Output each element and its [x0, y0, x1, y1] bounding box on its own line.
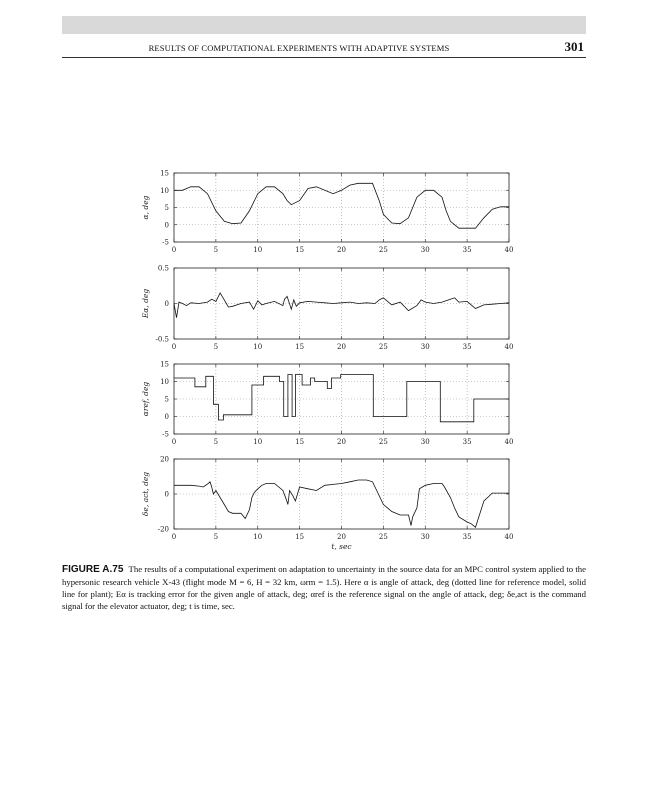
x-tick-label: 5: [213, 246, 219, 254]
x-tick-label: 10: [253, 533, 263, 541]
x-tick-label: 40: [504, 246, 514, 254]
x-tick-label: 5: [213, 533, 219, 541]
y-tick-label: 0: [164, 490, 169, 499]
x-tick-label: 35: [462, 246, 472, 254]
plot-frame: [174, 173, 509, 242]
series-line: [174, 375, 509, 422]
x-tick-label: 0: [171, 343, 177, 351]
x-tick-label: 40: [504, 343, 514, 351]
y-axis-label: Eα, deg: [141, 288, 150, 319]
y-tick-label: 10: [160, 378, 169, 386]
y-tick-label: 5: [164, 395, 169, 404]
x-tick-label: 30: [420, 343, 430, 351]
x-tick-label: 20: [337, 438, 346, 446]
y-tick-label: 15: [160, 360, 169, 369]
running-title: RESULTS OF COMPUTATIONAL EXPERIMENTS WITH ADAPTIVE SYSTEMS: [148, 43, 450, 53]
y-axis-label: α, deg: [141, 195, 150, 220]
x-tick-label: 25: [378, 438, 388, 446]
x-tick-label: 0: [171, 246, 177, 254]
caption-text: The results of a computational experiment on adaptation to uncertainty in the source data for an MPC control system applied to the hypersonic research vehicle X-43 (flight mode M = 6, H = 32 km, ωrm = 1.5). Here α is angle of attack, deg (dotted line for reference model, solid line for plant); Eα is tracking error for the given angle of attack, deg; αref is the reference signal on the angle of attack, deg; δe,act is the command signal for the elevator actuator, deg; t is time, sec.: [62, 564, 587, 611]
x-tick-label: 30: [420, 246, 430, 254]
x-tick-label: 20: [337, 246, 346, 254]
y-tick-label: 20: [160, 455, 169, 464]
x-tick-label: 20: [337, 533, 346, 541]
figure-label: FIGURE A.75: [62, 564, 124, 575]
y-tick-label: 15: [160, 169, 169, 178]
x-tick-label: 10: [253, 343, 263, 351]
x-tick-label: 0: [171, 438, 177, 446]
x-tick-label: 30: [420, 438, 430, 446]
y-tick-label: -5: [162, 238, 169, 247]
y-tick-label: -5: [162, 430, 169, 439]
x-tick-label: 35: [462, 343, 472, 351]
x-tick-label: 40: [504, 438, 514, 446]
x-tick-label: 15: [295, 533, 305, 541]
x-tick-label: 25: [378, 533, 388, 541]
y-tick-label: 0: [164, 413, 169, 421]
x-tick-label: 10: [253, 438, 263, 446]
y-tick-label: 0: [164, 221, 169, 230]
y-tick-label: -20: [157, 525, 169, 534]
y-axis-label: δe, act, deg: [141, 471, 150, 517]
x-tick-label: 5: [213, 343, 219, 351]
page-number: 301: [564, 39, 584, 54]
x-tick-label: 35: [462, 438, 472, 446]
x-tick-label: 15: [295, 438, 305, 446]
x-axis-label: t, sec: [331, 542, 352, 551]
y-tick-label: 0: [164, 300, 169, 308]
x-tick-label: 25: [378, 343, 388, 351]
plot-frame: [174, 459, 509, 529]
x-tick-label: 35: [462, 533, 472, 541]
figure-caption: [62, 563, 586, 612]
series-line: [174, 480, 509, 527]
y-tick-label: -0.5: [155, 335, 169, 344]
x-tick-label: 30: [420, 533, 430, 541]
y-tick-label: 0.5: [157, 264, 169, 273]
y-axis-label: αref, deg: [141, 381, 150, 417]
y-tick-label: 10: [160, 186, 169, 195]
x-tick-label: 15: [295, 343, 305, 351]
x-tick-label: 25: [378, 246, 388, 254]
x-tick-label: 5: [213, 438, 219, 446]
x-tick-label: 20: [337, 343, 346, 351]
y-tick-label: 5: [164, 204, 169, 212]
x-tick-label: 10: [253, 246, 263, 254]
x-tick-label: 0: [171, 533, 177, 541]
x-tick-label: 40: [504, 533, 514, 541]
x-tick-label: 15: [295, 246, 305, 254]
